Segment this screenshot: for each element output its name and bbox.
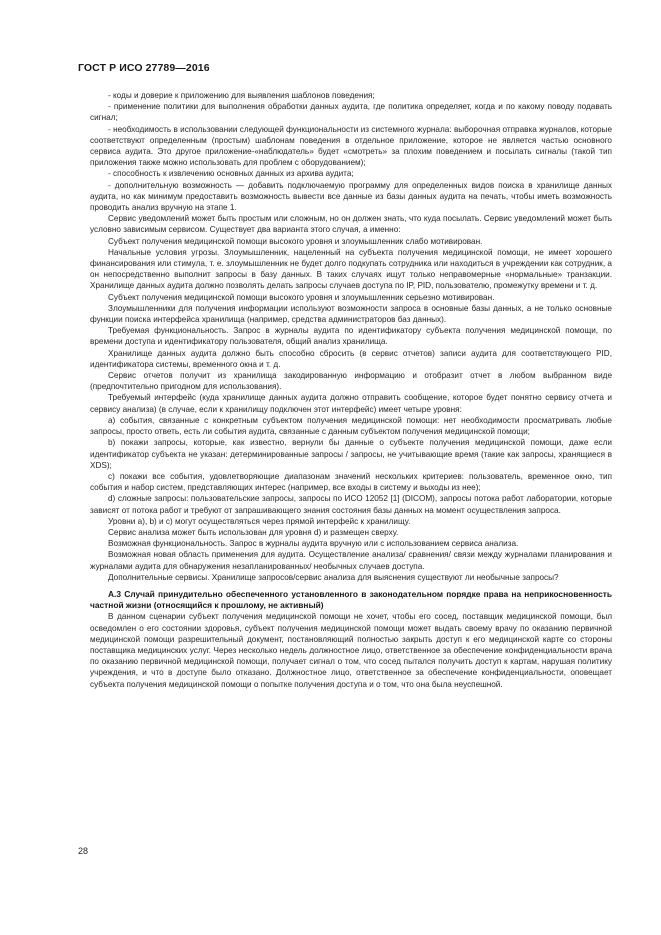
paragraph: Возможная новая область применения для аудита. Осуществление анализа/ сравнения/ связи между журналами планирования и журналами аудита для обнаружения незапланированных/ необычных случаев доступа. <box>90 550 612 571</box>
paragraph: Дополнительные сервисы. Хранилище запросов/сервис анализа для выяснения существуют ли необычные запросы? <box>108 572 559 582</box>
list-item: c) покажи все события, удовлетворяющие диапазонам значений нескольких критериев: пользователь, временное окно, тип события и набор систем, представляющих интерес (например, все входы в систему и выходы из нее); <box>90 471 612 493</box>
paragraph: - коды и доверие к приложению для выявления шаблонов поведения; <box>108 91 375 100</box>
paragraph: - способность к извлечению основных данных из архива аудита; <box>108 169 354 179</box>
document-header: ГОСТ Р ИСО 27789—2016 <box>78 62 210 74</box>
paragraph: Требуемая функциональность. Запрос в журналы аудита по идентификатору субъекта получения медицинской помощи, по времени доступа и идентификатору пользователя, общий анализ хранилища. <box>90 326 612 347</box>
paragraph: Уровни а), b) и с) могут осуществляться через прямой интерфейс к хранилищу. <box>108 516 411 526</box>
paragraph: Хранилище данных аудита должно быть способно сбросить (в сервис отчетов) записи аудита для соответствующего PID, идентификатора системы, временного окна и т. д. <box>90 348 612 369</box>
paragraph: - необходимость в использовании следующей функциональности из системного журнала: выборочная отправка журналов, которые соответствуют определенным (простым) шаблонам поведения в отдельное приложение, которое не является частью основного сервиса аудита. Это другое приложение-«наблюдатель» будет «смотреть» за плохим поведением и посылать сигналы (такой тип приложения также можно использовать для проблем с оборудованием); <box>90 124 612 168</box>
paragraph: Сервис отчетов получит из хранилища закодированную информацию и отобразит отчет в любом выбранном виде (предпочтительно пригодном для использования). <box>90 371 612 392</box>
paragraph: - применение политики для выполнения обработки данных аудита, где политика определяет, когда и по какому поводу подавать сигнал; <box>90 102 612 123</box>
list-item: b) покажи запросы, которые, как известно, вернули бы данные о субъекте получения медицинской помощи, даже если идентификатор субъекта не указан: детерминированные запросы / запросы, не учитывающие время (такие как запросы, хранящиеся в XDS); <box>90 438 612 470</box>
section-paragraph: В данном сценарии субъект получения медицинской помощи не хочет, чтобы его сосед, поставщик медицинской помощи, был осведомлен о его состоянии здоровья, субъект получения медицинской помощи может выдать своему врачу по оказанию первичной медицинской помощи разрешительный документ, постановляющий полностью закрыть доступ к его медицинской карте со стороны поставщика медицинских услуг. Через несколько недель должностное лицо, ответственное за обеспечение конфиденциальности врача по оказанию первичной медицинской помощи, получает сигнал о том, что сосед пытался получить доступ к картам, нарушая политику учреждения, и что в доступе было отказано. Должностное лицо, ответственное за обеспечение конфиденциальности, оповещает субъекта получения медицинской помощи о попытке получения доступа и о том, что она была неуспешной. <box>90 612 612 689</box>
list-item: d) сложные запросы: пользовательские запросы, запросы по ИСО 12052 [1] (DICOM), запросы потока работ лаборатории, которые зависят от потока работ и требуют от запрашивающего знания состояния базы данных на момент осуществления запроса. <box>90 494 612 515</box>
paragraph: Злоумышленники для получения информации используют возможности запроса в основные базы данных, а не только основные функции поиска интерфейса хранилища (например, средства администраторов баз данных). <box>90 303 612 325</box>
section-heading: А.3 Случай принудительно обеспеченного установленного в законодательном порядке права на неприкосновенность частной жизни (относящийся к прошлому, не активный) <box>90 588 612 611</box>
document-body <box>90 90 612 690</box>
paragraph: Возможная функциональность. Запрос в журналы аудита вручную или с использованием сервиса анализа. <box>108 539 519 549</box>
page-number: 28 <box>78 846 89 856</box>
paragraph: Начальные условия угрозы. Злоумышленник, нацеленный на субъекта получения медицинской помощи, не имеет хорошего финансирования или стимула, т. е. злоумышленник не будет долго подкупать сотрудника или находиться в учреждении как сотрудник, а он непосредственно выполнит запросы в базу данных. В таких случаях ищут только неправомерные «нормальные» транзакции. Хранилище данных аудита должно позволять делать запросы случаев доступа по IP, PID, пользователю, промежутку времени и т. д. <box>90 247 612 291</box>
list-item: а) события, связанные с конкретным субъектом получения медицинской помощи: нет необходимости просматривать любые запросы, просто ответь, есть ли события аудита, связанные с данным субъектом получения медицинской помощи; <box>90 415 612 437</box>
paragraph: Субъект получения медицинской помощи высокого уровня и злоумышленник слабо мотивирован. <box>108 236 483 246</box>
paragraph: - дополнительную возможность — добавить подключаемую программу для определенных видов поиска в хранилище данных аудита, но как минимум предоставить возможность вывести все данные из базы данных аудита на печать, чтобы иметь возможность проводить анализ вручную на этапе 1. <box>90 180 612 213</box>
paragraph: Субъект получения медицинской помощи высокого уровня и злоумышленник серьезно мотивирован. <box>108 292 495 302</box>
paragraph: Требуемый интерфейс (куда хранилище данных аудита должно отправить сообщение, которое будет понятно сервису отчета и сервису анализа) (в случае, если к хранилищу подключен этот интерфейс) имеет четыре уровня: <box>90 393 612 414</box>
paragraph: Сервис анализа может быть использован для уровня d) и размещен сверху. <box>108 527 399 537</box>
paragraph: Сервис уведомлений может быть простым или сложным, но он должен знать, что куда посылать. Сервис уведомлений может быть условно зависимым сервисом. Существует два варианта этого случая, а именно: <box>90 214 612 235</box>
